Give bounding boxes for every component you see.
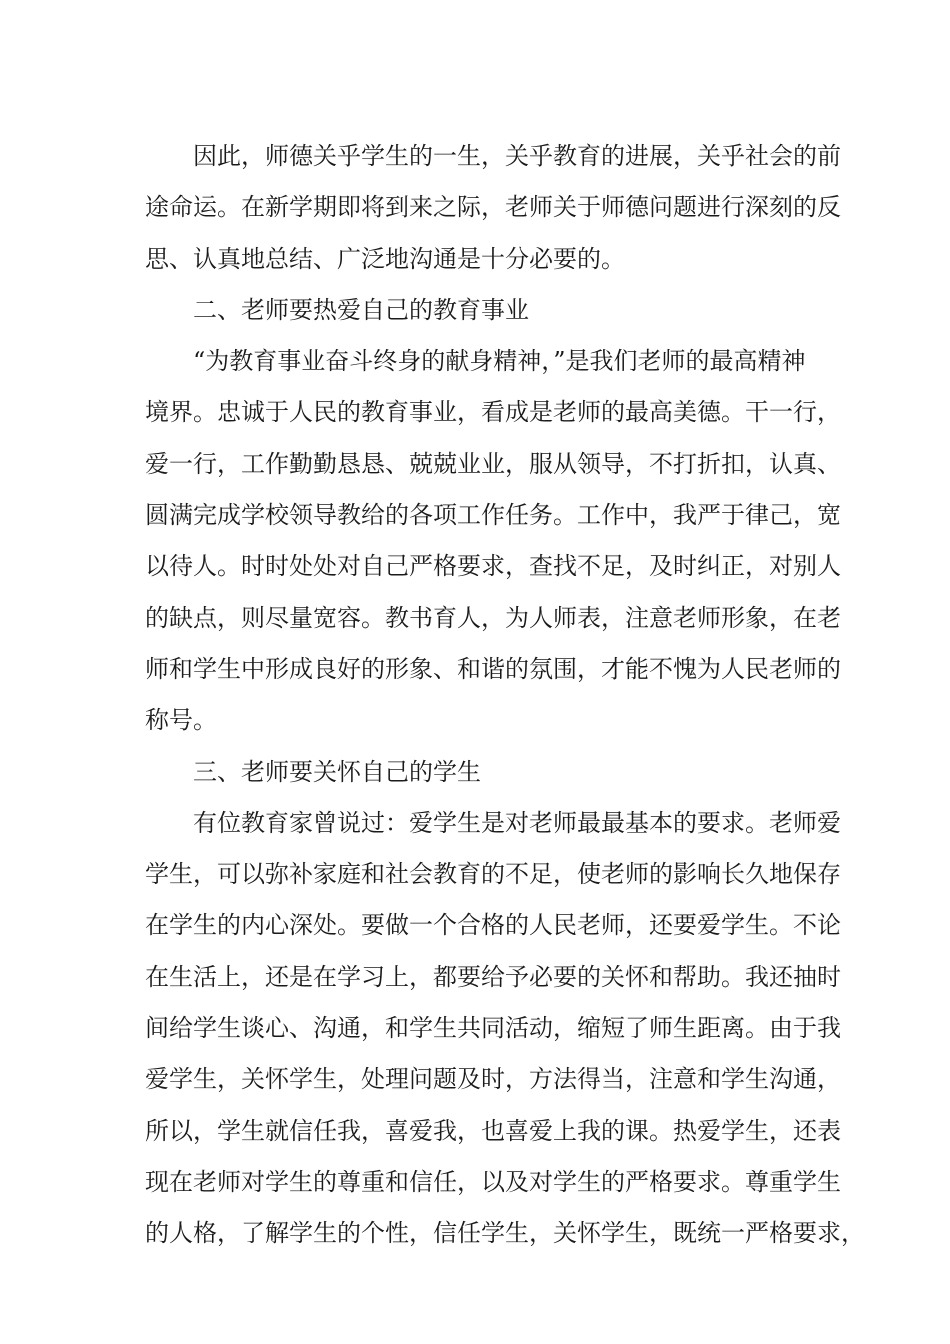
section-heading: 三、老师要关怀自己的学生 — [193, 757, 481, 786]
text-line: 境界。忠诚于人民的教育事业，看成是老师的最高美德。干一行， — [145, 398, 841, 427]
text-line: 所以，学生就信任我，喜爱我，也喜爱上我的课。热爱学生，还表 — [145, 1116, 841, 1145]
text-line: 思、认真地总结、广泛地沟通是十分必要的。 — [145, 244, 625, 273]
text-line: 因此，师德关乎学生的一生，关乎教育的进展，关乎社会的前 — [193, 142, 841, 170]
text-line: 爱学生，关怀学生，处理问题及时，方法得当，注意和学生沟通， — [145, 1065, 841, 1094]
text-line: 现在老师对学生的尊重和信任，以及对学生的严格要求。尊重学生 — [145, 1167, 841, 1196]
text-line: 爱一行，工作勤勤恳恳、兢兢业业，服从领导，不打折扣，认真、 — [145, 449, 841, 478]
text-line: 圆满完成学校领导教给的各项工作任务。工作中，我严于律己，宽 — [145, 501, 841, 530]
text-line: 在学生的内心深处。要做一个合格的人民老师，还要爱学生。不论 — [145, 911, 841, 940]
text-line: 途命运。在新学期即将到来之际，老师关于师德问题进行深刻的反 — [145, 193, 841, 222]
text-line: “为教育事业奋斗终身的献身精神，”是我们老师的最高精神 — [193, 347, 806, 376]
document-body — [145, 131, 865, 1260]
section-heading: 二、老师要热爱自己的教育事业 — [193, 295, 529, 324]
text-line: 有位教育家曾说过：爱学生是对老师最最基本的要求。老师爱 — [193, 808, 841, 837]
text-line: 学生，可以弥补家庭和社会教育的不足，使老师的影响长久地保存 — [145, 860, 841, 889]
text-line: 以待人。时时处处对自己严格要求，查找不足，及时纠正，对别人 — [145, 552, 841, 581]
text-line: 称号。 — [145, 706, 217, 735]
text-line: 师和学生中形成良好的形象、和谐的氛围，才能不愧为人民老师的 — [145, 654, 841, 683]
text-line: 的人格，了解学生的个性，信任学生，关怀学生，既统一严格要求， — [145, 1219, 865, 1248]
text-line: 的缺点，则尽量宽容。教书育人，为人师表，注意老师形象，在老 — [145, 603, 841, 632]
text-line: 间给学生谈心、沟通，和学生共同活动，缩短了师生距离。由于我 — [145, 1014, 841, 1043]
text-line: 在生活上，还是在学习上，都要给予必要的关怀和帮助。我还抽时 — [145, 962, 841, 991]
